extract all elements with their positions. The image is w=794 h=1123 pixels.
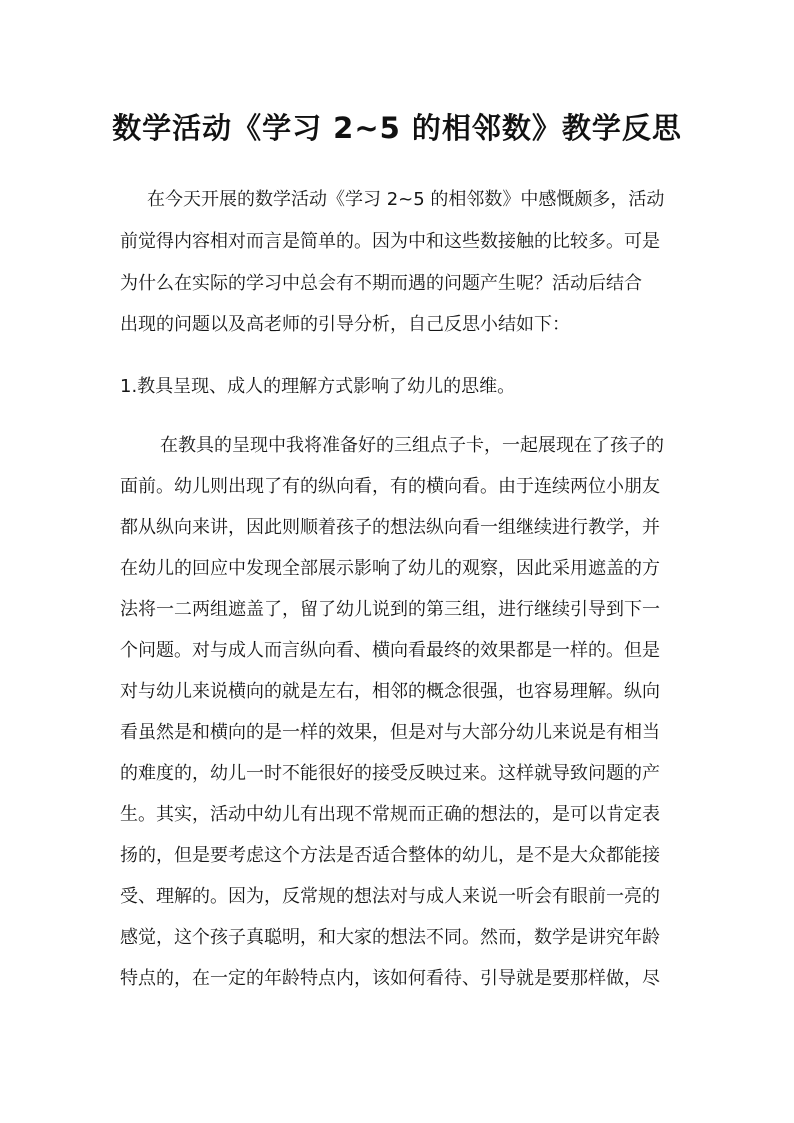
paragraph-2-line-6: 个问题。对与成人而言纵向看、横向看最终的效果都是一样的。但是 [120, 640, 660, 661]
paragraph-2-line-7: 对与幼儿来说横向的就是左右，相邻的概念很强，也容易理解。纵向 [120, 681, 660, 702]
paragraph-1-line-2: 前觉得内容相对而言是简单的。因为中和这些数接触的比较多。可是 [120, 231, 660, 252]
paragraph-2-line-1: 在教具的呈现中我将准备好的三组点子卡，一起展现在了孩子的 [160, 435, 664, 456]
paragraph-2-line-10: 生。其实，活动中幼儿有出现不常规而正确的想法的，是可以肯定表 [120, 804, 660, 825]
paragraph-1-line-3: 为什么在实际的学习中总会有不期而遇的问题产生呢？活动后结合 [120, 273, 642, 294]
section-heading-1: 1.教具呈现、成人的理解方式影响了幼儿的思维。 [120, 376, 516, 397]
paragraph-2-line-9: 的难度的，幼儿一时不能很好的接受反映过来。这样就导致问题的产 [120, 763, 660, 784]
paragraph-2-line-3: 都从纵向来讲，因此则顺着孩子的想法纵向看一组继续进行教学，并 [120, 517, 660, 538]
paragraph-2-line-11: 扬的，但是要考虑这个方法是否适合整体的幼儿，是不是大众都能接 [120, 845, 660, 866]
paragraph-1-line-4: 出现的问题以及高老师的引导分析，自己反思小结如下： [120, 314, 570, 335]
paragraph-2-line-5: 法将一二两组遮盖了，留了幼儿说到的第三组，进行继续引导到下一 [120, 599, 660, 620]
document-title: 数学活动《学习 2~5 的相邻数》教学反思 [112, 111, 682, 145]
paragraph-2-line-12: 受、理解的。因为，反常规的想法对与成人来说一听会有眼前一亮的 [120, 886, 660, 907]
paragraph-2-line-14: 特点的，在一定的年龄特点内，该如何看待、引导就是要那样做，尽 [120, 968, 660, 989]
paragraph-2-line-8: 看虽然是和横向的是一样的效果，但是对与大部分幼儿来说是有相当 [120, 722, 660, 743]
paragraph-2-line-2: 面前。幼儿则出现了有的纵向看，有的横向看。由于连续两位小朋友 [120, 476, 660, 497]
paragraph-2-line-4: 在幼儿的回应中发现全部展示影响了幼儿的观察，因此采用遮盖的方 [120, 558, 660, 579]
paragraph-2-line-13: 感觉，这个孩子真聪明，和大家的想法不同。然而，数学是讲究年龄 [120, 927, 660, 948]
paragraph-1-line-1: 在今天开展的数学活动《学习 2~5 的相邻数》中感慨颇多，活动 [147, 189, 665, 210]
